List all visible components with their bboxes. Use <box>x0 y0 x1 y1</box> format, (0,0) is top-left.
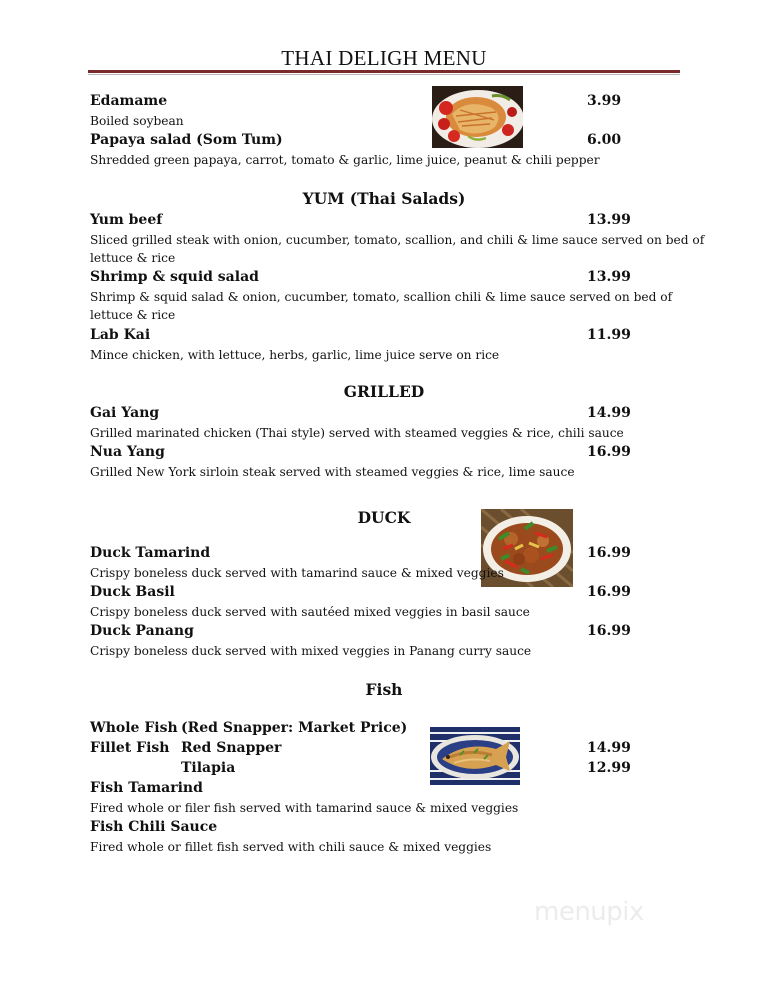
section-heading-yum: YUM (Thai Salads) <box>302 189 466 208</box>
menu-item-name: Fillet Fish <box>90 740 170 756</box>
title-rule <box>88 70 680 73</box>
menu-item-name: Fish Chili Sauce <box>90 819 218 835</box>
menu-item-price: 11.99 <box>587 327 631 343</box>
menu-item-price: 14.99 <box>587 405 631 421</box>
menu-item-description: Shrimp & squid salad & onion, cucumber, tomato, scallion chili & lime sauce served on bed of <box>90 290 673 304</box>
section-heading-grilled: GRILLED <box>343 382 425 401</box>
menu-item-price: 16.99 <box>587 444 631 460</box>
menu-item-price: 13.99 <box>587 212 631 228</box>
menu-item-price: 16.99 <box>587 623 631 639</box>
whole-fish-note: (Red Snapper: Market Price) <box>181 720 408 736</box>
menu-item-description: Grilled New York sirloin steak served with steamed veggies & rice, lime sauce <box>90 465 575 479</box>
menu-item-description: Boiled soybean <box>90 114 184 128</box>
menu-item-name: Duck Tamarind <box>90 545 211 561</box>
menu-item-description: Sliced grilled steak with onion, cucumber, tomato, scallion, and chili & lime sauce served on bed of <box>90 233 705 247</box>
menu-item-description: Crispy boneless duck served with mixed veggies in Panang curry sauce <box>90 644 532 658</box>
menu-item-description: Fired whole or filer fish served with tamarind sauce & mixed veggies <box>90 801 519 815</box>
menu-item-name: Fish Tamarind <box>90 780 203 796</box>
menu-item-price: 12.99 <box>587 760 631 776</box>
menu-item-name: Duck Panang <box>90 623 194 639</box>
menu-item-description: Mince chicken, with lettuce, herbs, garlic, lime juice serve on rice <box>90 348 500 362</box>
page-title: THAI DELIGH MENU <box>281 46 487 70</box>
menu-item-description-cont: lettuce & rice <box>90 251 176 265</box>
menu-item-name: Nua Yang <box>90 444 165 460</box>
menu-item-price: 16.99 <box>587 545 631 561</box>
menu-item-description: Crispy boneless duck served with sautéed mixed veggies in basil sauce <box>90 605 530 619</box>
menupix-watermark: menupix <box>534 897 644 927</box>
menu-item-price: 3.99 <box>587 93 622 109</box>
menu-item-name: Duck Basil <box>90 584 175 600</box>
fillet-option-name: Tilapia <box>181 760 236 776</box>
section-heading-fish: Fish <box>365 680 403 699</box>
fillet-option-name: Red Snapper <box>181 740 282 756</box>
title-rule-underline <box>88 74 680 75</box>
menu-item-description: Crispy boneless duck served with tamarind sauce & mixed veggies <box>90 566 504 580</box>
menu-item-name: Yum beef <box>90 212 163 228</box>
menu-item-description: Shredded green papaya, carrot, tomato & garlic, lime juice, peanut & chili pepper <box>90 153 600 167</box>
menu-item-description: Fired whole or fillet fish served with chili sauce & mixed veggies <box>90 840 492 854</box>
menu-item-name: Papaya salad (Som Tum) <box>90 132 283 148</box>
menu-item-description-cont: lettuce & rice <box>90 308 176 322</box>
section-heading-duck: DUCK <box>357 508 411 527</box>
menu-item-name: Whole Fish <box>90 720 178 736</box>
menu-item-price: 16.99 <box>587 584 631 600</box>
menu-item-name: Gai Yang <box>90 405 160 421</box>
menu-item-name: Shrimp & squid salad <box>90 269 259 285</box>
menu-item-description: Grilled marinated chicken (Thai style) served with steamed veggies & rice, chili sauce <box>90 426 624 440</box>
menu-item-price: 6.00 <box>587 132 622 148</box>
fish-dish-photo <box>430 727 520 785</box>
menu-item-price: 13.99 <box>587 269 631 285</box>
menu-item-name: Lab Kai <box>90 327 151 343</box>
menu-item-name: Edamame <box>90 93 168 109</box>
papaya-salad-photo <box>432 86 523 148</box>
menu-item-price: 14.99 <box>587 740 631 756</box>
